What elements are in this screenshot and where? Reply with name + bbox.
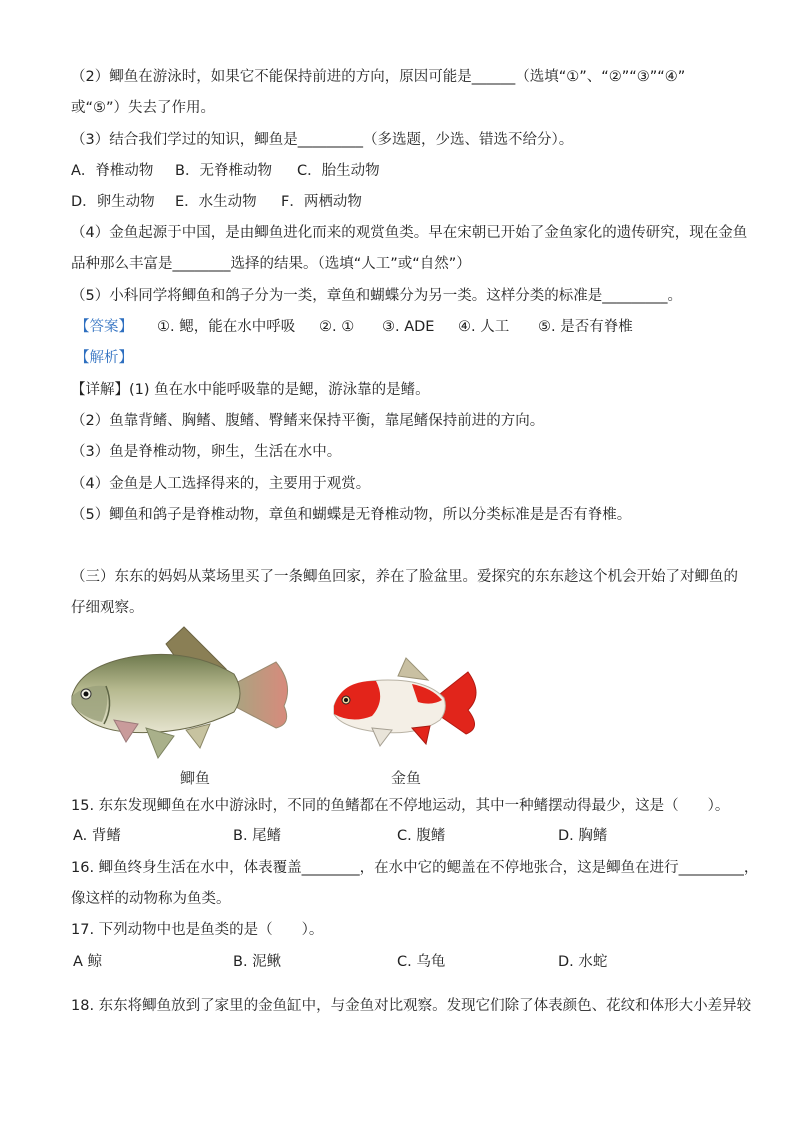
q17-option-c: C. 乌龟: [397, 954, 446, 970]
analysis-line-5: （5）鲫鱼和鸽子是脊椎动物，章鱼和蝴蝶是无脊椎动物，所以分类标准是是否有脊椎。: [71, 507, 632, 523]
q15-option-b: B. 尾鳍: [233, 828, 282, 844]
q17-option-a: A 鲸: [73, 954, 103, 970]
q3-option-a: A．脊椎动物: [71, 163, 154, 179]
q2-line1: （2）鲫鱼在游泳时，如果它不能保持前进的方向，原因可能是______（选填“①”、“②”“③”“④”: [71, 69, 686, 85]
q3-stem: （3）结合我们学过的知识，鲫鱼是_________（多选题，少选、错选不给分）。: [71, 132, 574, 148]
section3-line1: （三）东东的妈妈从菜场里买了一条鲫鱼回家，养在了脸盆里。爱探究的东东趁这个机会开始了对鲫鱼的: [71, 569, 738, 585]
analysis-tag: 【解析】: [75, 350, 133, 366]
q3-option-e: E．水生动物: [175, 194, 257, 210]
q16-line2: 像这样的动物称为鱼类。: [71, 891, 231, 907]
answer-item-1: ①. 鳃，能在水中呼吸: [157, 319, 296, 335]
q4-line2: 品种那么丰富是________选择的结果。（选填“人工”或“自然”）: [71, 256, 471, 272]
q4-line1: （4）金鱼起源于中国，是由鲫鱼进化而来的观赏鱼类。早在宋朝已开始了金鱼家化的遗传研究，现在金鱼: [71, 225, 748, 241]
answer-item-3: ③. ADE: [382, 319, 435, 335]
q18-line1: 18. 东东将鲫鱼放到了家里的金鱼缸中，与金鱼对比观察。发现它们除了体表颜色、花纹和体形大小差异较: [71, 998, 752, 1014]
carp-caption: 鲫鱼: [180, 769, 211, 787]
q5-line1: （5）小科同学将鲫鱼和鸽子分为一类，章鱼和蝴蝶分为另一类。这样分类的标准是_________。: [71, 288, 682, 304]
answer-tag: 【答案】: [75, 319, 133, 335]
carp-illustration: [72, 627, 288, 758]
fish-figure: [66, 624, 496, 769]
analysis-line-4: （4）金鱼是人工选择得来的，主要用于观赏。: [71, 476, 371, 492]
answer-item-5: ⑤. 是否有脊椎: [538, 319, 633, 335]
answer-item-4: ④. 人工: [458, 319, 510, 335]
q15-option-d: D. 胸鳍: [558, 828, 608, 844]
q15-option-a: A. 背鳍: [73, 828, 121, 844]
analysis-line-1: 【详解】(1) 鱼在水中能呼吸靠的是鳃，游泳靠的是鳍。: [71, 382, 430, 398]
goldfish-caption: 金鱼: [391, 769, 422, 787]
section3-line2: 仔细观察。: [71, 600, 144, 616]
answer-item-2: ②. ①: [319, 319, 355, 335]
q3-option-f: F．两栖动物: [281, 194, 362, 210]
analysis-line-3: （3）鱼是脊椎动物，卵生，生活在水中。: [71, 444, 342, 460]
q15-option-c: C. 腹鳍: [397, 828, 446, 844]
q3-option-b: B．无脊椎动物: [175, 163, 272, 179]
q3-option-d: D．卵生动物: [71, 194, 155, 210]
q17-stem: 17. 下列动物中也是鱼类的是（ ）。: [71, 922, 324, 938]
q16-line1: 16. 鲫鱼终身生活在水中，体表覆盖________，在水中它的鳃盖在不停地张合，这是鲫鱼在进行_________，: [71, 860, 759, 876]
q2-line2: 或“⑤”）失去了作用。: [71, 100, 216, 116]
q3-option-c: C．胎生动物: [297, 163, 380, 179]
analysis-line-2: （2）鱼靠背鳍、胸鳍、腹鳍、臀鳍来保持平衡，靠尾鳍保持前进的方向。: [71, 413, 545, 429]
goldfish-illustration: [334, 658, 476, 746]
q17-option-b: B. 泥鳅: [233, 954, 282, 970]
q15-stem: 15. 东东发现鲫鱼在水中游泳时，不同的鱼鳍都在不停地运动，其中一种鳍摆动得最少，这是（ ）。: [71, 798, 730, 814]
q17-option-d: D. 水蛇: [558, 954, 608, 970]
